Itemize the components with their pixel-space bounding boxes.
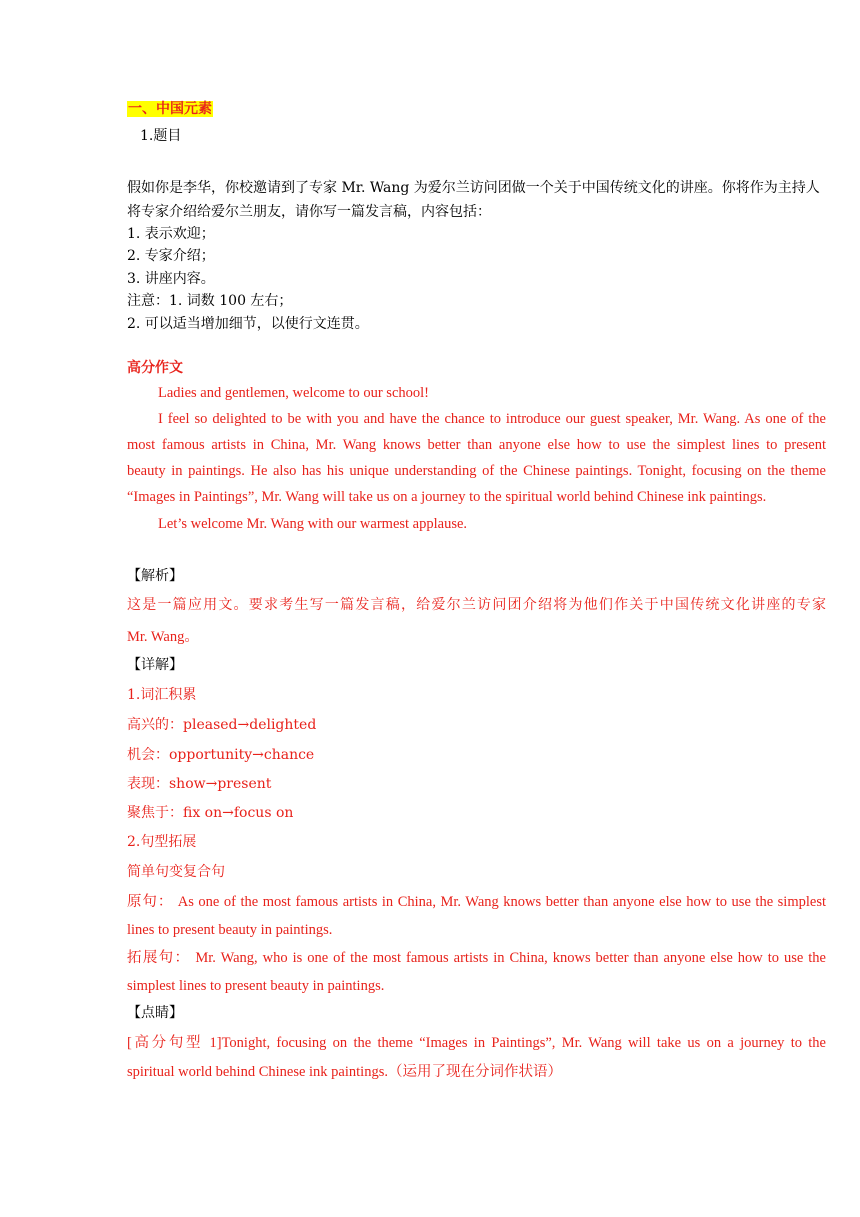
vocab-item: 高兴的：pleased→delighted bbox=[127, 717, 317, 733]
essay-paragraph-2-line-2: most famous artists in China, Mr. Wang knows better than anyone else how to use the simplest lines to present bbox=[127, 437, 826, 453]
highlight-line-2: spiritual world behind Chinese ink paintings.（运用了现在分词作状语） bbox=[127, 1064, 562, 1080]
essay-paragraph-2-line-1: I feel so delighted to be with you and have the chance to introduce our guest speaker, Mr. Wang. As one of the bbox=[158, 411, 826, 427]
vocab-item: 机会：opportunity→chance bbox=[127, 747, 315, 763]
detail-heading: 【详解】 bbox=[127, 657, 183, 673]
essay-paragraph-2-line-3: beauty in paintings. He also has his unique understanding of the Chinese paintings. Tonight, focusing on the theme bbox=[127, 463, 826, 479]
analysis-line-1: 这是一篇应用文。要求考生写一篇发言稿，给爱尔兰访问团介绍将为他们作关于中国传统文化讲座的专家 bbox=[127, 597, 826, 613]
vocab-item: 聚焦于：fix on→focus on bbox=[127, 805, 294, 821]
sentence-subtitle: 简单句变复合句 bbox=[127, 864, 225, 880]
extended-sentence-line-1: 拓展句： Mr. Wang, who is one of the most famous artists in China, knows better than anyone else how to use the bbox=[127, 950, 826, 966]
vocab-item: 表现：show→present bbox=[127, 776, 272, 792]
prompt-line-2: 将专家介绍给爱尔兰朋友，请你写一篇发言稿，内容包括： bbox=[127, 204, 491, 220]
analysis-line-2: Mr. Wang。 bbox=[127, 629, 199, 645]
prompt-item-2: 2. 专家介绍； bbox=[127, 248, 215, 264]
highlight-heading: 【点睛】 bbox=[127, 1005, 183, 1021]
original-sentence-line-1: 原句： As one of the most famous artists in China, Mr. Wang knows better than anyone else how to use the simplest bbox=[127, 894, 826, 910]
vocab-title: 1.词汇积累 bbox=[127, 687, 197, 703]
analysis-heading: 【解析】 bbox=[127, 568, 183, 584]
prompt-note-1: 注意：1. 词数 100 左右； bbox=[127, 293, 293, 309]
sentence-title: 2.句型拓展 bbox=[127, 834, 197, 850]
prompt-note-2: 2. 可以适当增加细节，以使行文连贯。 bbox=[127, 316, 369, 332]
original-sentence-line-2: lines to present beauty in paintings. bbox=[127, 922, 333, 938]
essay-paragraph-1: Ladies and gentlemen, welcome to our school! bbox=[158, 385, 429, 401]
prompt-item-3: 3. 讲座内容。 bbox=[127, 271, 215, 287]
extended-sentence-line-2: simplest lines to present beauty in paintings. bbox=[127, 978, 385, 994]
essay-paragraph-2-line-4: “Images in Paintings”, Mr. Wang will take us on a journey to the spiritual world behind Chinese ink paintings. bbox=[127, 489, 767, 505]
prompt-item-1: 1. 表示欢迎； bbox=[127, 226, 215, 242]
essay-heading: 高分作文 bbox=[127, 360, 183, 376]
essay-paragraph-3: Let’s welcome Mr. Wang with our warmest applause. bbox=[158, 516, 468, 532]
prompt-line-1: 假如你是李华，你校邀请到了专家 Mr. Wang 为爱尔兰访问团做一个关于中国传统文化的讲座。你将作为主持人 bbox=[127, 180, 820, 196]
section-title: 一、中国元素 bbox=[128, 101, 212, 117]
highlight-line-1: [高分句型 1]Tonight, focusing on the theme “Images in Paintings”, Mr. Wang will take us on a journey to the bbox=[127, 1035, 826, 1051]
sub-title: 1.题目 bbox=[140, 128, 182, 144]
